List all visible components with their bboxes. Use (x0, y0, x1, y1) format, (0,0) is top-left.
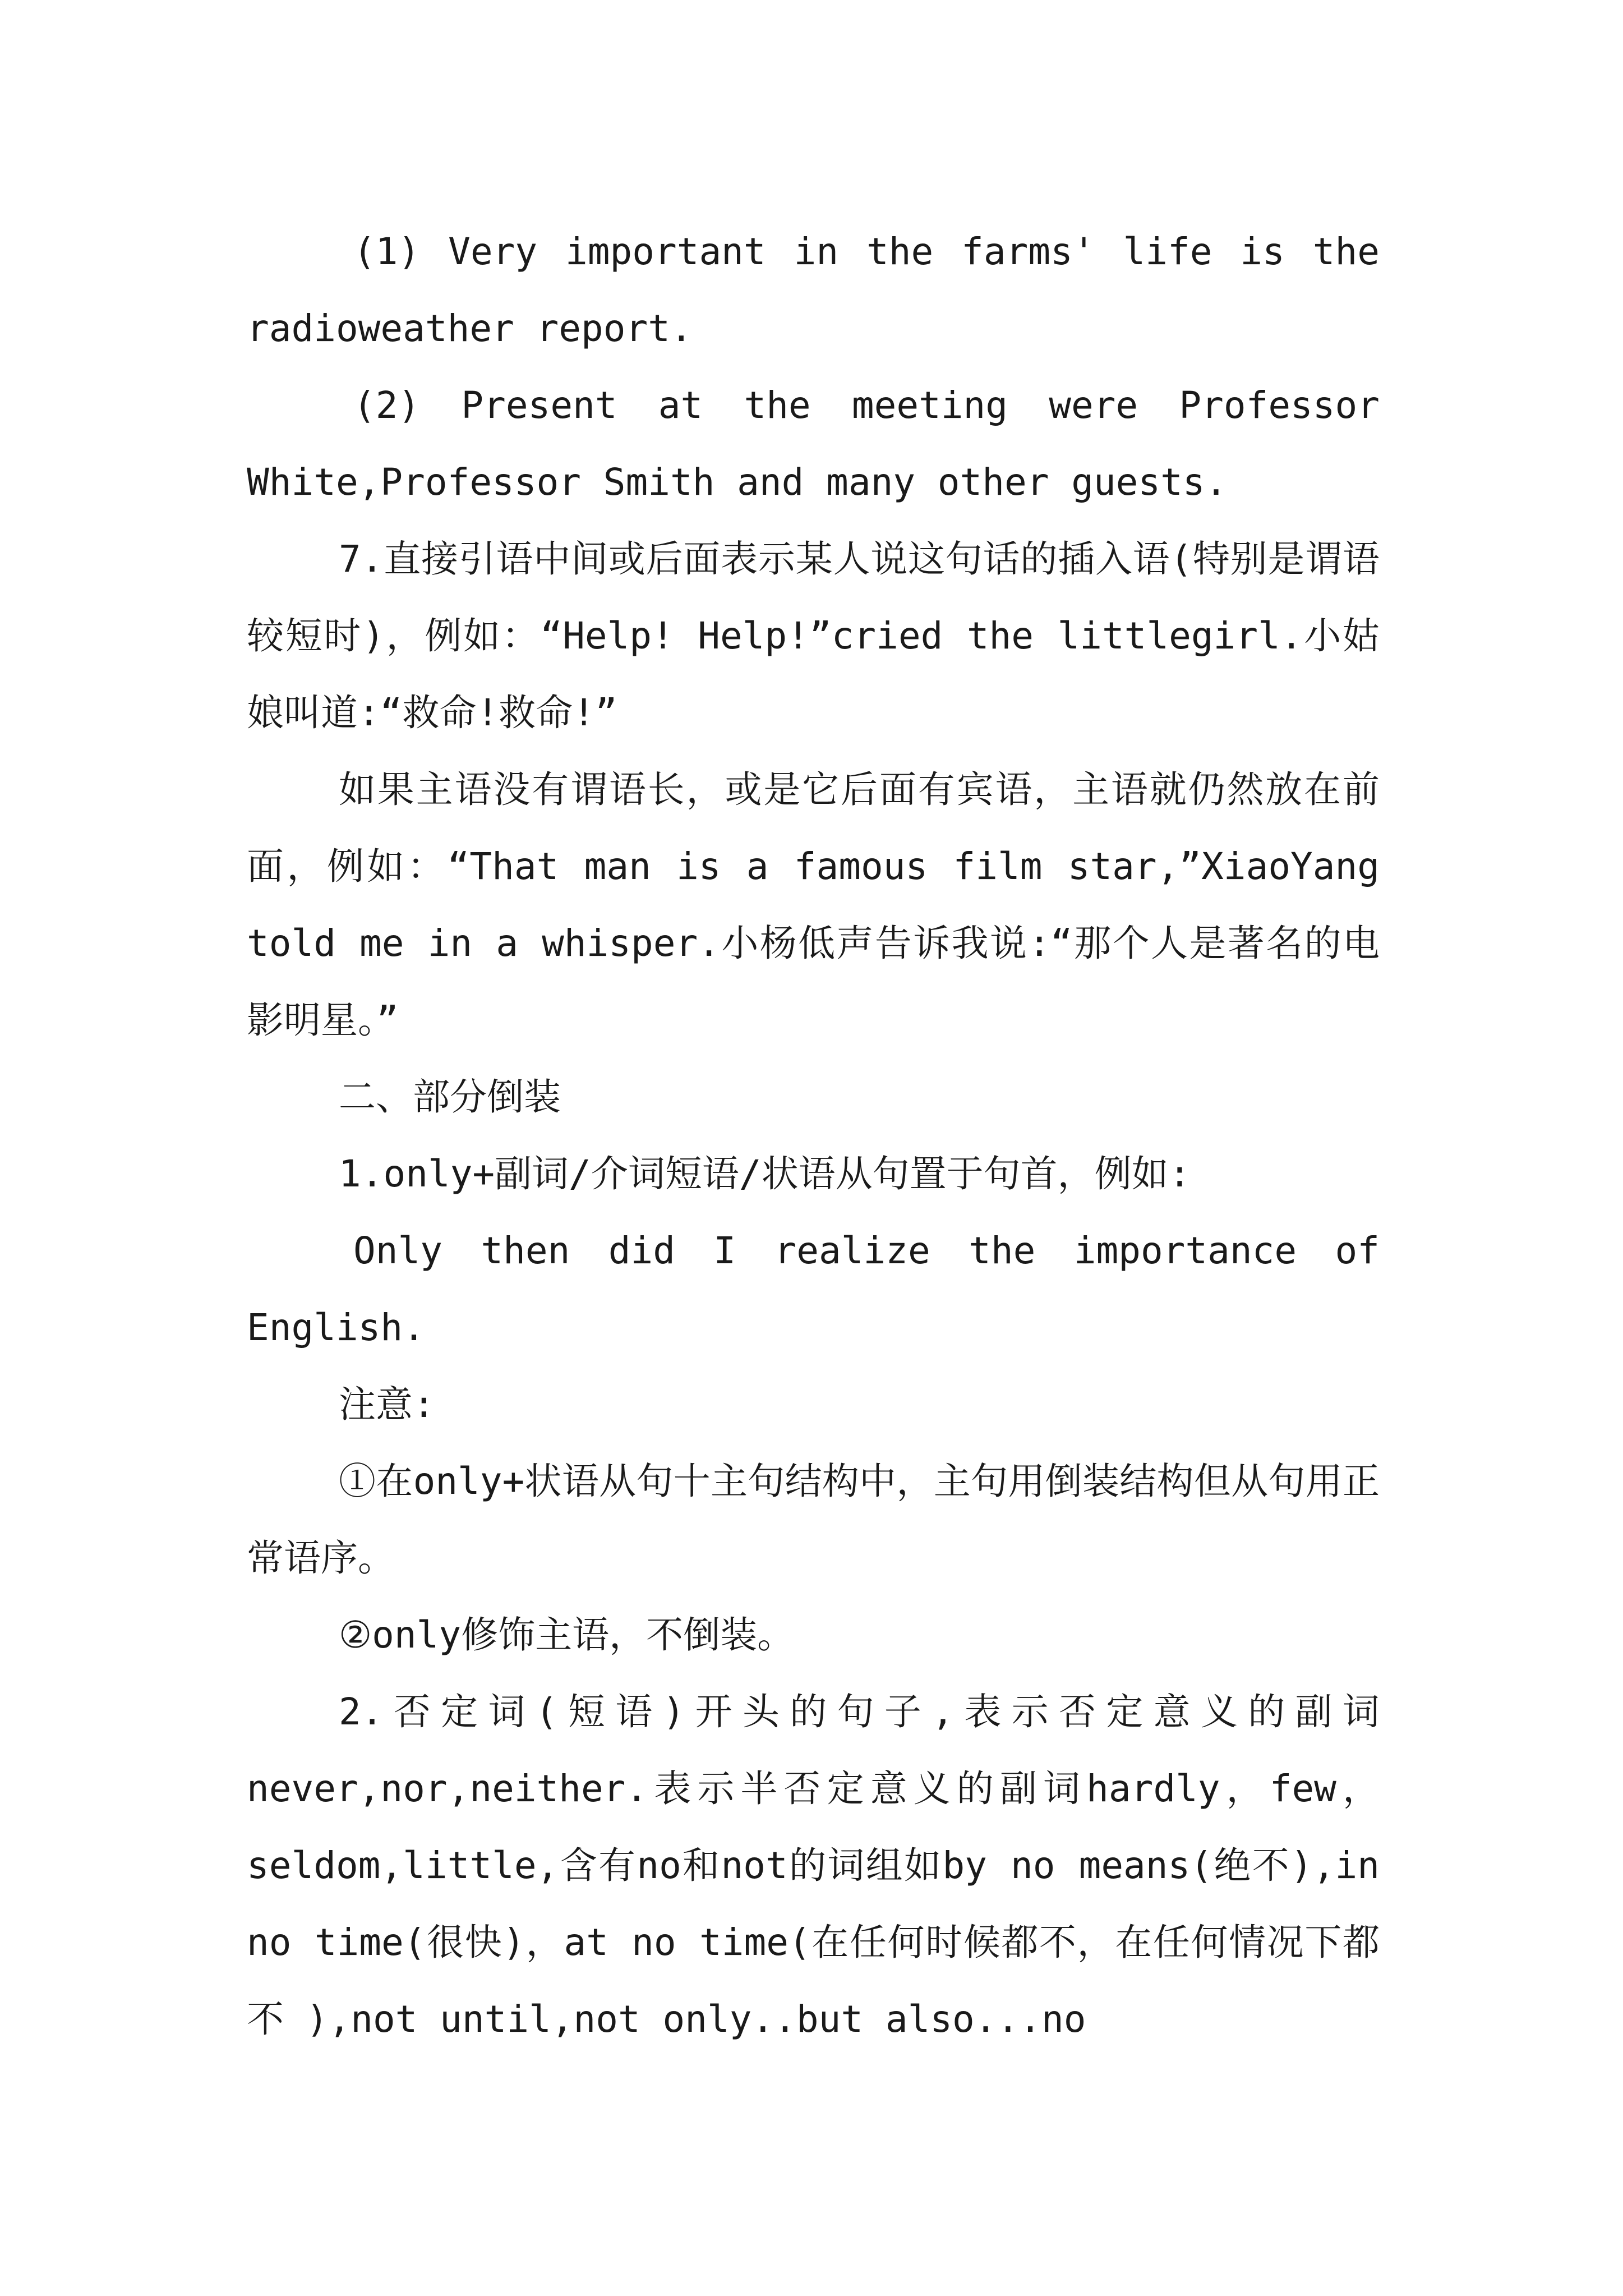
example-sentence-2: (2) Present at the meeting were Professor White,Professor Smith and many other guests. (247, 384, 1380, 504)
rule-7-paragraph: 7.直接引语中间或后面表示某人说这句话的插入语(特别是谓语较短时)，例如：“Help! Help!”cried the littlegirl.小姑娘叫道:“救命!救命!” (247, 537, 1380, 734)
rule-2-negative-paragraph: 2.否定词(短语)开头的句子,表示否定意义的副词never,nor,neither.表示半否定意义的副词hardly，few，seldom,little,含有no和not的词组如by no means(绝不),in no time(很快)，at no time(在任何时候都不，在任何情况下都 不 ),not until,not only..but also...no (247, 1690, 1380, 2041)
note-heading: 注意: (339, 1383, 435, 1426)
example-sentence-1: (1) Very important in the farms' life is the radioweather report. (247, 230, 1380, 350)
rule-1-only-paragraph: 1.only+副词/介词短语/状语从句置于句首，例如: (339, 1152, 1191, 1195)
note-item-2: ②only修饰主语，不倒装。 (339, 1613, 795, 1657)
document-body (247, 213, 1380, 2058)
section-heading-partial-inversion: 二、部分倒装 (339, 1075, 561, 1119)
example-sentence-only: Only then did I realize the importance of English. (247, 1229, 1380, 1349)
subject-position-paragraph: 如果主语没有谓语长，或是它后面有宾语，主语就仍然放在前面，例如：“That man is a famous film star,”XiaoYang told me in a whisper.小杨低声告诉我说:“那个人是著名的电影明星。” (247, 768, 1380, 1042)
note-item-1: ①在only+状语从句十主句结构中，主句用倒装结构但从句用正常语序。 (247, 1460, 1380, 1580)
